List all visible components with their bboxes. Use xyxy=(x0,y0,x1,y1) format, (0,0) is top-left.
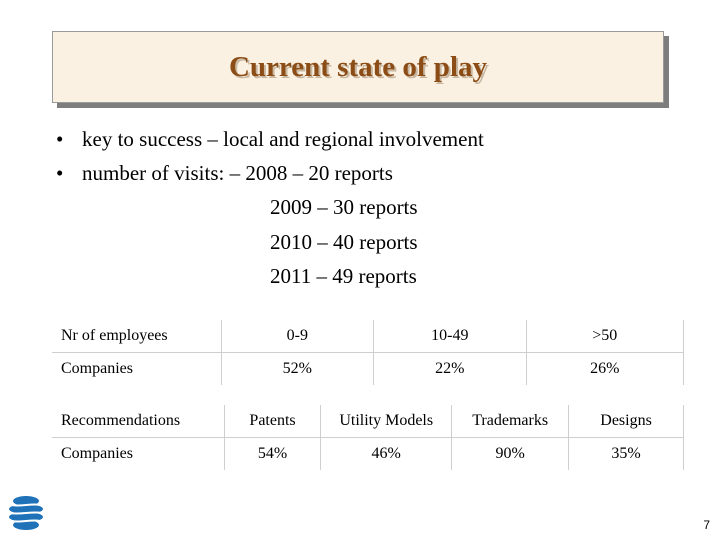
table-cell: 35% xyxy=(569,438,684,471)
table-cell: Companies xyxy=(61,445,133,462)
table-row xyxy=(52,353,684,386)
table-cell: Patents xyxy=(224,405,321,438)
table-cell: >50 xyxy=(526,320,683,353)
bullet-dot-icon: • xyxy=(56,127,64,151)
bullet-list xyxy=(56,122,484,190)
page-number: 7 xyxy=(703,518,710,532)
table-cell: 52% xyxy=(221,353,374,386)
table-header-row xyxy=(52,405,684,438)
table-cell: Designs xyxy=(569,405,684,438)
bullet-dot-icon: • xyxy=(56,161,64,185)
employees-table xyxy=(52,320,684,385)
table-cell: Nr of employees xyxy=(52,320,221,353)
table-cell: 10-49 xyxy=(374,320,527,353)
table-cell: Recommendations xyxy=(52,405,224,438)
table-cell: 0-9 xyxy=(221,320,374,353)
table-cell: Utility Models xyxy=(321,405,452,438)
slide-title: Current state of play xyxy=(228,50,487,83)
visits-line: 2010 – 40 reports xyxy=(270,229,418,254)
bullet-item xyxy=(56,122,484,156)
visits-line: 2009 – 30 reports xyxy=(270,195,418,219)
bullet-item xyxy=(56,156,484,190)
table-header-row xyxy=(52,320,684,353)
table-cell: Trademarks xyxy=(452,405,569,438)
bullet-text: number of visits: – 2008 – 20 reports xyxy=(82,161,393,185)
globe-logo-icon xyxy=(6,493,46,533)
visits-continuation xyxy=(270,190,418,294)
recommendations-table xyxy=(52,405,684,470)
table-cell: 54% xyxy=(224,438,321,471)
table-cell: 26% xyxy=(526,353,683,386)
visits-line: 2011 – 49 reports xyxy=(270,264,417,288)
table-cell: Companies xyxy=(61,360,133,377)
table-cell: 22% xyxy=(374,353,527,386)
table-cell: 46% xyxy=(321,438,452,471)
table-cell: 90% xyxy=(452,438,569,471)
table-row xyxy=(52,438,684,471)
bullet-text: key to success – local and regional involvement xyxy=(82,127,484,151)
title-box xyxy=(52,31,664,103)
